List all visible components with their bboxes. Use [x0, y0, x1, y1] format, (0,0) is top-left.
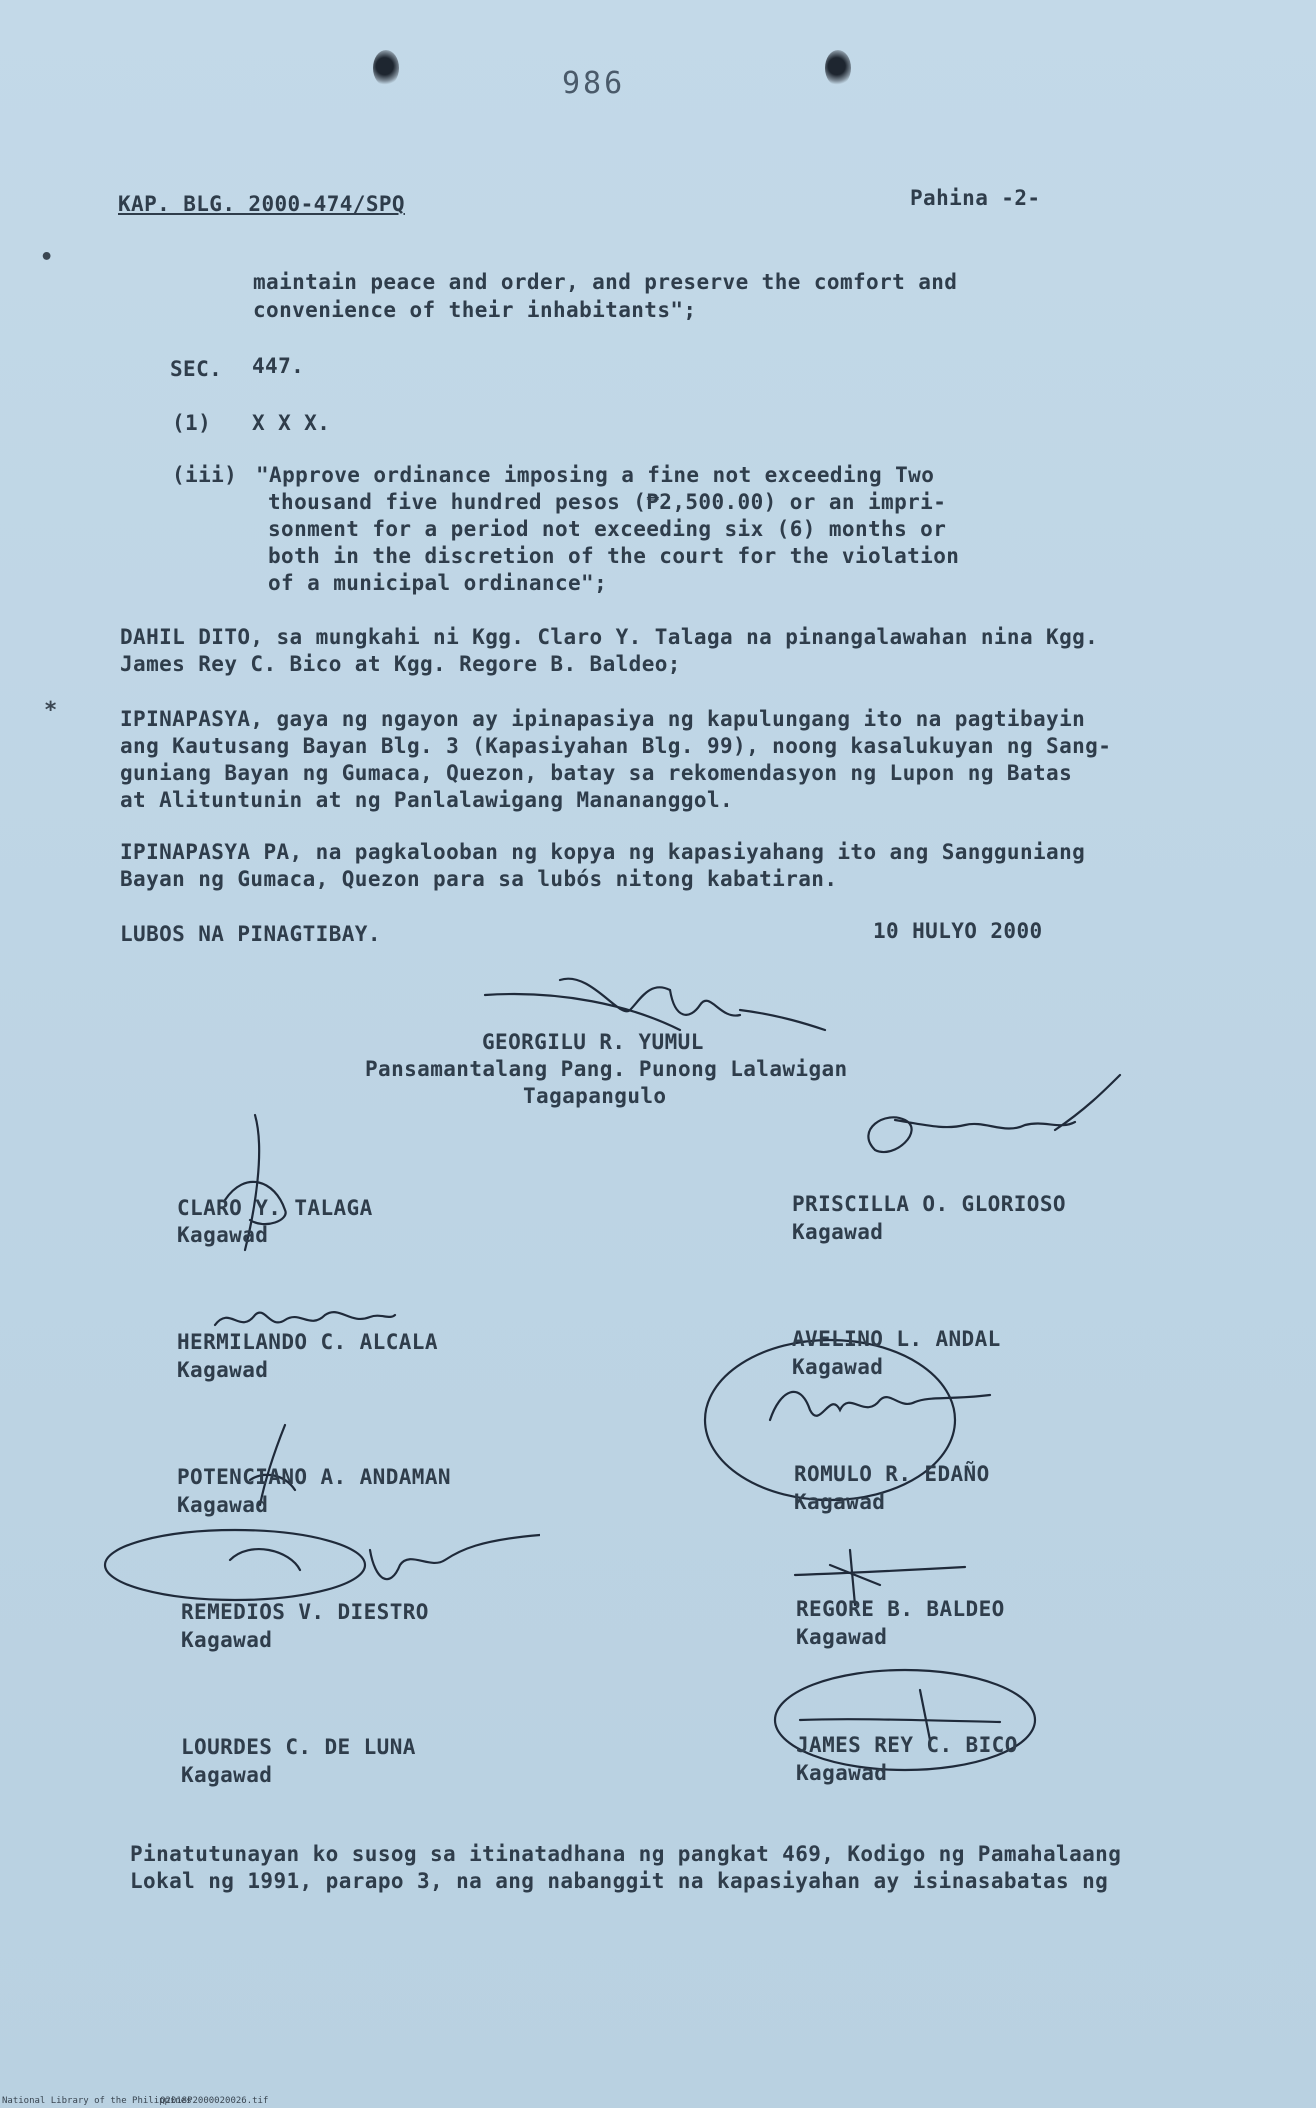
margin-mark: * [44, 698, 58, 723]
page-label: Pahina -2- [910, 186, 1041, 210]
item-text-line: "Approve ordinance imposing a fine not exceeding Two [256, 463, 935, 487]
member-role: Kagawad [177, 1358, 269, 1382]
item-text-line: of a municipal ordinance"; [268, 571, 608, 595]
item-text-line: thousand five hundred pesos (₱2,500.00) or an impri- [268, 490, 947, 514]
footer-filename: Q2018P2000020026.tif [160, 2096, 269, 2106]
ipinapasya-pa-line: Bayan ng Gumaca, Quezon para sa lubós nitong kabatiran. [120, 867, 838, 891]
member-role: Kagawad [177, 1223, 269, 1247]
certification-line: Pinatutunayan ko susog sa itinatadhana ng pangkat 469, Kodigo ng Pamahalaang [130, 1842, 1122, 1866]
punch-hole-right [825, 50, 851, 86]
member-role: Kagawad [792, 1355, 884, 1379]
item-text-line: both in the discretion of the court for the violation [268, 544, 960, 568]
item-number: (iii) [172, 463, 238, 487]
member-role: Kagawad [796, 1625, 888, 1649]
margin-mark: • [40, 245, 54, 270]
member-name: ROMULO R. EDAÑO [794, 1462, 990, 1486]
reference-number: KAP. BLG. 2000-474/SPQ [118, 192, 405, 216]
member-name: REMEDIOS V. DIESTRO [181, 1600, 429, 1624]
ipinapasya-line: ang Kautusang Bayan Blg. 3 (Kapasiyahan Blg. 99), noong kasalukuyan ng Sang- [120, 734, 1112, 758]
approval-line: LUBOS NA PINAGTIBAY. [120, 922, 381, 946]
member-name: PRISCILLA O. GLORIOSO [792, 1192, 1066, 1216]
presiding-role: Tagapangulo [523, 1084, 667, 1108]
presiding-name: GEORGILU R. YUMUL [482, 1030, 704, 1054]
presiding-title: Pansamantalang Pang. Punong Lalawigan [365, 1057, 848, 1081]
member-name: POTENCIANO A. ANDAMAN [177, 1465, 451, 1489]
certification-line: Lokal ng 1991, parapo 3, na ang nabanggit na kapasiyahan ay isinasabatas ng [130, 1869, 1109, 1893]
item-text: X X X. [252, 411, 331, 435]
punch-hole-left [373, 50, 399, 86]
member-name: HERMILANDO C. ALCALA [177, 1330, 438, 1354]
member-role: Kagawad [794, 1490, 886, 1514]
member-role: Kagawad [796, 1761, 888, 1785]
footer-source: National Library of the Philippines [2, 2096, 192, 2106]
member-name: JAMES REY C. BICO [796, 1733, 1018, 1757]
ipinapasya-pa-line: IPINAPASYA PA, na pagkalooban ng kopya ng kapasiyahang ito ang Sangguniang [120, 840, 1086, 864]
item-text-line: sonment for a period not exceeding six (6) months or [268, 517, 947, 541]
member-role: Kagawad [181, 1628, 273, 1652]
signature-glorioso [855, 1070, 1125, 1190]
member-role: Kagawad [181, 1763, 273, 1787]
member-name: AVELINO L. ANDAL [792, 1327, 1001, 1351]
quote-line: maintain peace and order, and preserve the comfort and [253, 270, 958, 294]
quote-line: convenience of their inhabitants"; [253, 298, 697, 322]
member-role: Kagawad [792, 1220, 884, 1244]
member-name: LOURDES C. DE LUNA [181, 1735, 416, 1759]
dahil-dito-line: James Rey C. Bico at Kgg. Regore B. Baldeo; [120, 652, 681, 676]
dahil-dito-line: DAHIL DITO, sa mungkahi ni Kgg. Claro Y. Talaga na pinangalawahan nina Kgg. [120, 625, 1099, 649]
section-label: SEC. [170, 357, 223, 381]
item-number: (1) [172, 411, 212, 435]
ipinapasya-line: IPINAPASYA, gaya ng ngayon ay ipinapasiya ng kapulungang ito na pagtibayin [120, 707, 1086, 731]
member-name: CLARO Y. TALAGA [177, 1196, 373, 1220]
member-name: REGORE B. BALDEO [796, 1597, 1005, 1621]
ipinapasya-line: guniang Bayan ng Gumaca, Quezon, batay sa rekomendasyon ng Lupon ng Batas [120, 761, 1073, 785]
page-stamp: 986 [562, 66, 626, 101]
section-number: 447. [252, 354, 305, 378]
approval-date: 10 HULYO 2000 [873, 919, 1043, 943]
ipinapasya-line: at Alituntunin at ng Panlalawigang Manananggol. [120, 788, 734, 812]
member-role: Kagawad [177, 1493, 269, 1517]
